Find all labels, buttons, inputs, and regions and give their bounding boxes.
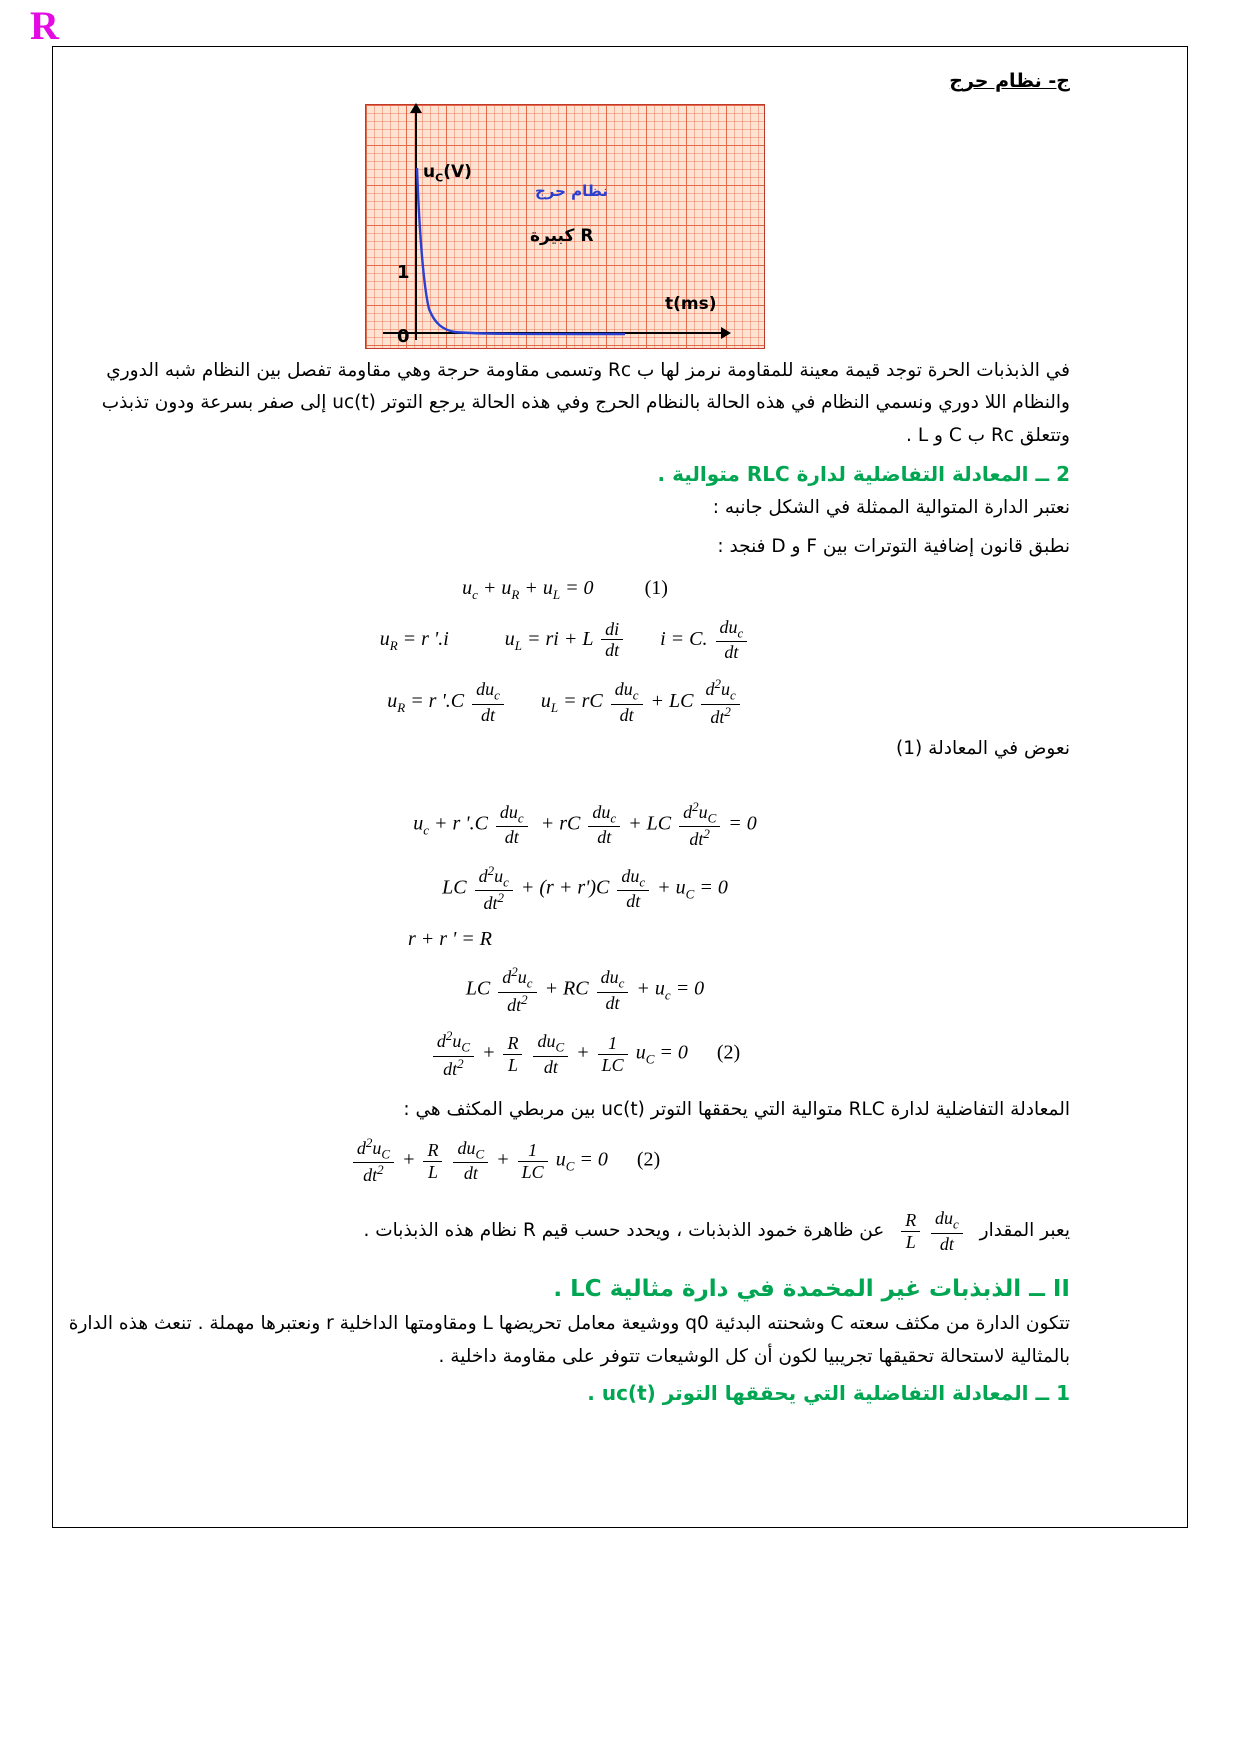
equation-6: r + r ' = R [407, 928, 493, 951]
equation-uR-expanded: $u_R = r$ '.C $\frac{du_c}{dt}$ [387, 690, 512, 712]
section-II-heading: II ــ الذبذبات غير المخمدة في دارة مثالية LC . [553, 1276, 1070, 1303]
paragraph-damping-part2: عن ظاهرة خمود الذبذبات ، ويحدد حسب قيم R نظام هذه الذبذبات . [363, 1220, 885, 1242]
equation-8-number: (2) [716, 1042, 741, 1065]
equation-1-body: $u_c + u_R + u_L = 0$ [462, 576, 599, 602]
chart-annotation-r-symbol: R [580, 226, 594, 246]
chart-annotation-r-text: كبيرة [530, 226, 575, 246]
chart-y-label: $u_C(V)$ [423, 162, 472, 185]
equation-uL-expanded: $u_L$ = rC $\frac{du_c}{dt}$ + LC $\frac{d^2u_c}{dt^2}$ [541, 690, 743, 712]
paragraph-damping-part1: يعبر المقدار [979, 1220, 1070, 1242]
equation-9: $\frac{d^2u_C}{dt^2}$ + $\frac{R}{L}$ $\frac{du_C}{dt}$ + $\frac{1}{LC}$ $u_C = 0$ (2) [60, 1136, 1070, 1186]
document-content [60, 30, 1070, 1405]
inline-damping-term: $\frac{R}{L}$ $\frac{du_c}{dt}$ [898, 1208, 966, 1254]
paragraph-voltage-law: نطبق قانون إضافية التوترات بين F و D فنجد : [717, 535, 1070, 557]
equation-4: $u_c + r$ '.C $\frac{du_c}{dt}$ + rC $\frac{du_c}{dt}$ + LC $\frac{d^2u_C}{dt^2}$ = 0 [413, 798, 757, 850]
equation-5: LC $\frac{d^2u_c}{dt^2}$ + (r + r')C $\frac{du_c}{dt}$ + $u_C = 0$ [442, 862, 728, 914]
chart-y-tick-0: 0 [397, 326, 410, 347]
equation-9-number: (2) [636, 1148, 661, 1171]
equation-7: LC $\frac{d^2u_c}{dt^2}$ + RC $\frac{du_c}{dt}$ + $u_c = 0$ [465, 964, 705, 1015]
section-2-heading: 2 ــ المعادلة التفاضلية لدارة RLC متوالية . [657, 462, 1070, 487]
paragraph-substitute: نعوض في المعادلة (1) [896, 738, 1070, 760]
paragraph-damping [60, 1208, 1070, 1254]
chart-y-tick-1: 1 [397, 262, 410, 283]
paragraph-differential-equation: المعادلة التفاضلية لدارة RLC متوالية التي يحققها التوتر uc(t) بين مربطي المكثف هي : [403, 1098, 1070, 1120]
chart-annotation-r [530, 226, 593, 246]
equation-i-def: i = C. $\frac{du_c}{dt}$ [660, 628, 750, 650]
equation-8: $\frac{d^2u_C}{dt^2}$ + $\frac{R}{L}$ $\frac{du_C}{dt}$ + $\frac{1}{LC}$ $u_C = 0$ (2) [60, 1029, 1070, 1079]
section-II-1-heading: 1 ــ المعادلة التفاضلية التي يحققها التوتر uc(t) . [587, 1381, 1070, 1406]
equation-row-2 [60, 617, 1070, 663]
chart-x-label: t(ms) [665, 294, 717, 314]
discharge-chart [365, 104, 765, 349]
paragraph-series-circuit: نعتبر الدارة المتوالية الممثلة في الشكل جانبه : [712, 497, 1070, 519]
equation-1 [60, 577, 1070, 603]
equation-uL-def: $u_L$ = ri + L $\frac{di}{dt}$ [505, 628, 631, 650]
equation-uR-def: $u_R = r$ '.i [379, 627, 449, 653]
equation-1-number: (1) [644, 576, 668, 599]
paragraph-critical-regime: في الذبذبات الحرة توجد قيمة معينة للمقاومة نرمز لها ب Rc وتسمى مقاومة حرجة وهي مقاومة تفصل بين النظام شبه الدوري والنظام اللا دوري ونسمي النظام في هذه الحالة بالنظام الحرج وفي هذه الحالة يرجع التوتر uc(t) إلى صفر بسرعة ودون تذبذب وتتعلق Rc ب C و L . [101, 360, 1070, 446]
logo-r: R [30, 3, 59, 48]
section-c-heading: ج- نظام حرج [949, 70, 1070, 92]
equation-row-3 [60, 677, 1070, 727]
paragraph-ideal-lc: تتكون الدارة من مكثف سعته C وشحنته البدئية q0 ووشيعة معامل تحريضها L ومقاومتها الداخلية r ونعتبرها مهملة . تنعث هذه الدارة بالمثالية لاستحالة تحقيقها تجريبيا لكون أن كل الوشيعات تتوفر على مقاومة داخلية . [68, 1313, 1070, 1367]
chart-annotation-regime: نظام حرج [535, 182, 609, 200]
